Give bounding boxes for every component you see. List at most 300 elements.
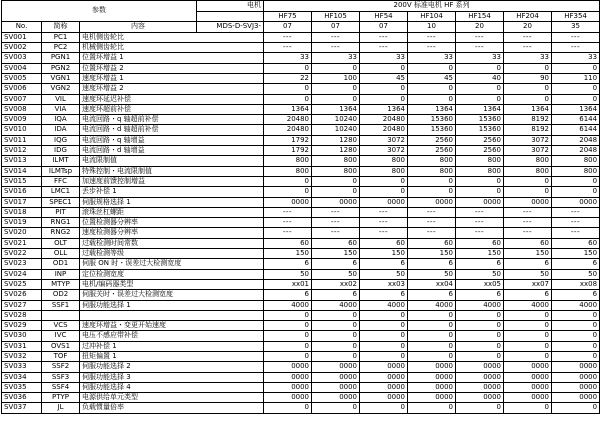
param-value: 8192 [504, 115, 552, 125]
param-value: 0000 [312, 372, 360, 382]
param-value: 60 [504, 238, 552, 248]
param-content: 伺服功能选择 3 [80, 372, 264, 382]
param-value: 0 [264, 176, 312, 186]
param-content: 滚珠丝杠螺距 [80, 207, 264, 217]
param-value: --- [264, 43, 312, 53]
param-value: 0000 [312, 393, 360, 403]
motor-model: HF354 [552, 11, 600, 22]
param-value: 0 [312, 403, 360, 413]
param-value: --- [312, 32, 360, 42]
param-abbr: SSF3 [42, 372, 80, 382]
param-content: 过冲补偿 1 [80, 341, 264, 351]
param-value: 0 [552, 176, 600, 186]
param-content: 特殊控制・电流限制值 [80, 166, 264, 176]
param-value: --- [504, 43, 552, 53]
param-abbr: VGN1 [42, 73, 80, 83]
param-value: 0 [504, 63, 552, 73]
param-value: 33 [360, 53, 408, 63]
table-row [2, 125, 600, 135]
param-value: 33 [312, 53, 360, 63]
param-no: SV007 [2, 94, 42, 104]
param-no: SV029 [2, 321, 42, 331]
param-value: 33 [456, 53, 504, 63]
param-value: 1792 [264, 135, 312, 145]
param-value: 6 [408, 290, 456, 300]
param-value: 0 [504, 94, 552, 104]
param-value: 800 [360, 156, 408, 166]
table-row [2, 166, 600, 176]
param-value: --- [408, 43, 456, 53]
param-content: 电流限制值 [80, 156, 264, 166]
param-value: 0000 [408, 382, 456, 392]
param-no: SV028 [2, 310, 42, 320]
param-value: 90 [504, 73, 552, 83]
param-value: 0 [360, 321, 408, 331]
motor-label: 电机 [197, 1, 264, 12]
table-row [2, 207, 600, 217]
param-value: 0 [456, 341, 504, 351]
param-no: SV006 [2, 84, 42, 94]
param-value: xx07 [504, 279, 552, 289]
param-value: 800 [504, 166, 552, 176]
param-abbr: OD2 [42, 290, 80, 300]
param-content: 伺服 ON 时・误差过大检测宽度 [80, 259, 264, 269]
param-content: 速度环延迟补偿 [80, 94, 264, 104]
table-row [2, 279, 600, 289]
param-value: 0 [456, 310, 504, 320]
param-content: 丢步补偿 1 [80, 187, 264, 197]
param-value: --- [504, 32, 552, 42]
param-value: 0 [504, 341, 552, 351]
param-abbr: PIT [42, 207, 80, 217]
param-value: 45 [360, 73, 408, 83]
param-content: 伺服关时・误差过大检测宽度 [80, 290, 264, 300]
col-content: 内容 [80, 22, 197, 33]
param-value: --- [552, 207, 600, 217]
param-abbr: VIL [42, 94, 80, 104]
param-value: 8192 [504, 125, 552, 135]
parameter-table [1, 0, 600, 414]
param-value: 0 [552, 187, 600, 197]
driver-blank [197, 11, 264, 22]
param-value: 4000 [312, 300, 360, 310]
param-value: 800 [456, 166, 504, 176]
col-no: No. [2, 22, 42, 33]
param-value: --- [552, 228, 600, 238]
table-row [2, 290, 600, 300]
table-row [2, 32, 600, 42]
param-content: 速度环超前补偿 [80, 104, 264, 114]
param-content [80, 310, 264, 320]
param-value: 0 [408, 94, 456, 104]
param-value: 3072 [360, 135, 408, 145]
param-value: --- [360, 228, 408, 238]
param-value: 4000 [456, 300, 504, 310]
table-row [2, 115, 600, 125]
param-value: 6 [504, 259, 552, 269]
param-no: SV011 [2, 135, 42, 145]
param-value: --- [456, 43, 504, 53]
table-row [2, 310, 600, 320]
param-value: --- [456, 207, 504, 217]
param-no: SV016 [2, 187, 42, 197]
param-value: --- [408, 228, 456, 238]
param-value: xx04 [408, 279, 456, 289]
driver-capacity: 20 [456, 22, 504, 33]
param-value: 0 [312, 176, 360, 186]
param-no: SV002 [2, 43, 42, 53]
param-value: 33 [408, 53, 456, 63]
param-content: 伺服功能选择 2 [80, 362, 264, 372]
param-value: 15360 [456, 125, 504, 135]
table-row [2, 156, 600, 166]
param-value: 20480 [360, 125, 408, 135]
param-value: 0 [552, 341, 600, 351]
param-value: 1364 [552, 104, 600, 114]
param-value: --- [456, 32, 504, 42]
param-value: 0000 [408, 197, 456, 207]
param-abbr: IQG [42, 135, 80, 145]
table-row [2, 73, 600, 83]
param-value: 6144 [552, 115, 600, 125]
param-value: 150 [408, 249, 456, 259]
param-content: 负载惯量倍率 [80, 403, 264, 413]
param-abbr: TOF [42, 351, 80, 361]
param-value: 0 [264, 331, 312, 341]
param-abbr: SSF2 [42, 362, 80, 372]
param-value: 0 [312, 321, 360, 331]
param-value: 0 [360, 176, 408, 186]
param-value: 0 [552, 331, 600, 341]
param-value: 60 [360, 238, 408, 248]
table-row [2, 63, 600, 73]
param-value: 50 [312, 269, 360, 279]
param-value: 4000 [360, 300, 408, 310]
param-no: SV014 [2, 166, 42, 176]
param-value: 0000 [264, 372, 312, 382]
param-value: 150 [312, 249, 360, 259]
param-value: 6 [504, 290, 552, 300]
param-value: --- [552, 218, 600, 228]
param-value: 0000 [312, 362, 360, 372]
param-abbr: PGN2 [42, 63, 80, 73]
param-value: 0 [456, 63, 504, 73]
param-value: 800 [312, 166, 360, 176]
param-no: SV031 [2, 341, 42, 351]
param-value: --- [504, 218, 552, 228]
param-value: 0000 [408, 372, 456, 382]
param-value: 60 [312, 238, 360, 248]
param-abbr: IDG [42, 146, 80, 156]
param-value: 3072 [360, 146, 408, 156]
table-row [2, 43, 600, 53]
param-abbr: JL [42, 403, 80, 413]
param-value: 0000 [456, 372, 504, 382]
param-value: 0 [360, 341, 408, 351]
param-value: 0 [504, 187, 552, 197]
param-value: 15360 [408, 125, 456, 135]
driver-capacity: 07 [264, 22, 312, 33]
motor-model: HF154 [456, 11, 504, 22]
param-value: 0 [264, 310, 312, 320]
param-no: SV001 [2, 32, 42, 42]
param-value: 0 [408, 63, 456, 73]
param-value: 150 [552, 249, 600, 259]
param-value: 0000 [360, 362, 408, 372]
table-row [2, 249, 600, 259]
driver-capacity: 07 [360, 22, 408, 33]
param-abbr: OLL [42, 249, 80, 259]
param-abbr: MTYP [42, 279, 80, 289]
param-no: SV019 [2, 218, 42, 228]
param-value: 2048 [552, 135, 600, 145]
param-no: SV015 [2, 176, 42, 186]
table-row [2, 300, 600, 310]
param-value: --- [360, 218, 408, 228]
param-value: --- [456, 218, 504, 228]
param-value: 6144 [552, 125, 600, 135]
param-value: 6 [552, 259, 600, 269]
param-value: 20480 [264, 115, 312, 125]
param-value: 15360 [456, 115, 504, 125]
param-value: 50 [456, 269, 504, 279]
param-abbr: SPEC1 [42, 197, 80, 207]
param-value: 0000 [408, 362, 456, 372]
param-no: SV013 [2, 156, 42, 166]
param-value: 0 [408, 176, 456, 186]
table-row [2, 238, 600, 248]
param-value: 33 [552, 53, 600, 63]
param-abbr: ILMTsp [42, 166, 80, 176]
param-value: 0 [408, 403, 456, 413]
param-value: 0 [360, 94, 408, 104]
param-abbr: IVC [42, 331, 80, 341]
param-value: 0 [408, 187, 456, 197]
param-value: 0000 [264, 382, 312, 392]
param-value: 800 [552, 156, 600, 166]
param-content: 位置环增益 2 [80, 63, 264, 73]
param-value: 22 [264, 73, 312, 83]
param-value: 0 [456, 176, 504, 186]
param-value: --- [312, 218, 360, 228]
param-value: 0 [456, 187, 504, 197]
param-value: 0 [312, 94, 360, 104]
param-content: 过载检测时间常数 [80, 238, 264, 248]
param-abbr: PC1 [42, 32, 80, 42]
param-value: 3072 [504, 135, 552, 145]
param-header [2, 1, 197, 22]
driver-capacity: 07 [312, 22, 360, 33]
param-value: 50 [552, 269, 600, 279]
param-no: SV032 [2, 351, 42, 361]
param-value: 0 [504, 310, 552, 320]
param-value: 0000 [264, 393, 312, 403]
param-value: --- [552, 32, 600, 42]
param-no: SV012 [2, 146, 42, 156]
param-value: 0 [264, 187, 312, 197]
table-row [2, 53, 600, 63]
param-value: 6 [552, 290, 600, 300]
param-value: 0000 [552, 197, 600, 207]
param-value: 1364 [312, 104, 360, 114]
param-value: 150 [456, 249, 504, 259]
param-value: 0000 [360, 382, 408, 392]
param-content: 机械侧齿轮比 [80, 43, 264, 53]
param-abbr: ILMT [42, 156, 80, 166]
param-value: 0000 [552, 393, 600, 403]
param-value: 0000 [504, 197, 552, 207]
col-abbr: 简称 [42, 22, 80, 33]
param-content: 位置检测器分辨率 [80, 218, 264, 228]
param-value: 1792 [264, 146, 312, 156]
param-value: 2560 [456, 146, 504, 156]
param-content: 扭矩偏置 1 [80, 351, 264, 361]
param-value: 0 [264, 351, 312, 361]
param-no: SV022 [2, 249, 42, 259]
param-value: 6 [312, 290, 360, 300]
param-content: 伺服规格选择 1 [80, 197, 264, 207]
table-row [2, 218, 600, 228]
param-value: 0 [552, 63, 600, 73]
param-value: 0 [552, 310, 600, 320]
param-no: SV008 [2, 104, 42, 114]
param-value: 100 [312, 73, 360, 83]
param-value: 0 [552, 84, 600, 94]
param-content: 过载检测等级 [80, 249, 264, 259]
param-no: SV034 [2, 372, 42, 382]
param-value: 0 [312, 187, 360, 197]
param-value: 6 [360, 290, 408, 300]
param-value: 150 [360, 249, 408, 259]
param-value: 1364 [264, 104, 312, 114]
series-title: 200V 标准电机 HF 系列 [264, 1, 600, 12]
param-abbr: SSF4 [42, 382, 80, 392]
param-abbr: LMC1 [42, 187, 80, 197]
param-no: SV024 [2, 269, 42, 279]
param-value: 0 [360, 403, 408, 413]
param-value: 800 [264, 156, 312, 166]
table-row [2, 187, 600, 197]
param-value: xx03 [360, 279, 408, 289]
param-value: 0 [360, 84, 408, 94]
param-no: SV025 [2, 279, 42, 289]
table-row [2, 331, 600, 341]
param-value: 0 [552, 321, 600, 331]
table-row [2, 403, 600, 413]
param-value: --- [360, 32, 408, 42]
param-value: 0000 [504, 382, 552, 392]
param-value: 0 [360, 63, 408, 73]
param-value: xx05 [456, 279, 504, 289]
param-value: 150 [504, 249, 552, 259]
table-row [2, 84, 600, 94]
param-content: 速度环增益 1 [80, 73, 264, 83]
table-row [2, 104, 600, 114]
param-label: 参数 [92, 6, 106, 15]
param-value: 0 [552, 403, 600, 413]
param-value: 0 [408, 351, 456, 361]
param-value: 0 [312, 351, 360, 361]
param-value: 0 [552, 94, 600, 104]
param-content: 速度环增益・变更开始速度 [80, 321, 264, 331]
param-value: --- [312, 43, 360, 53]
param-value: 0000 [456, 197, 504, 207]
param-value: --- [456, 228, 504, 238]
param-value: 50 [504, 269, 552, 279]
table-row [2, 146, 600, 156]
param-no: SV003 [2, 53, 42, 63]
table-row [2, 341, 600, 351]
param-value: 6 [456, 259, 504, 269]
param-value: 0000 [312, 197, 360, 207]
motor-model: HF104 [408, 11, 456, 22]
param-value: 6 [408, 259, 456, 269]
table-row [2, 351, 600, 361]
param-no: SV020 [2, 228, 42, 238]
param-abbr: IQA [42, 115, 80, 125]
param-value: 4000 [504, 300, 552, 310]
header-row-1 [2, 1, 600, 12]
param-value: 0 [408, 331, 456, 341]
param-value: 0 [504, 351, 552, 361]
table-row [2, 393, 600, 403]
param-value: 0 [456, 331, 504, 341]
param-no: SV033 [2, 362, 42, 372]
param-value: 0 [456, 403, 504, 413]
param-content: 位置环增益 1 [80, 53, 264, 63]
param-value: 0 [264, 321, 312, 331]
table-row [2, 269, 600, 279]
param-content: 伺服功能选择 1 [80, 300, 264, 310]
param-value: 0 [456, 84, 504, 94]
table-row [2, 372, 600, 382]
param-value: 0 [360, 331, 408, 341]
param-value: 0000 [408, 393, 456, 403]
param-value: 0000 [360, 197, 408, 207]
param-no: SV036 [2, 393, 42, 403]
param-value: --- [504, 207, 552, 217]
param-value: 1364 [504, 104, 552, 114]
param-abbr: PC2 [42, 43, 80, 53]
param-value: 0000 [552, 372, 600, 382]
param-value: --- [408, 207, 456, 217]
col-driver: MDS-D-SVJ3- [197, 22, 264, 33]
table-row [2, 259, 600, 269]
param-value: 800 [360, 166, 408, 176]
param-no: SV018 [2, 207, 42, 217]
param-value: 0 [312, 331, 360, 341]
param-value: 0000 [456, 382, 504, 392]
param-abbr: IDA [42, 125, 80, 135]
param-value: 0 [456, 351, 504, 361]
header-row-3 [2, 22, 600, 33]
driver-capacity: 20 [504, 22, 552, 33]
param-value: 0000 [264, 197, 312, 207]
motor-model: HF75 [264, 11, 312, 22]
param-value: 0 [360, 187, 408, 197]
param-value: xx02 [312, 279, 360, 289]
param-value: 60 [552, 238, 600, 248]
param-value: 0000 [552, 382, 600, 392]
param-no: SV021 [2, 238, 42, 248]
param-content: 电流回路・d 轴增益 [80, 146, 264, 156]
param-value: 6 [360, 259, 408, 269]
param-value: 60 [456, 238, 504, 248]
param-abbr: PTYP [42, 393, 80, 403]
table-row [2, 176, 600, 186]
param-value: 800 [552, 166, 600, 176]
param-value: 0 [264, 84, 312, 94]
